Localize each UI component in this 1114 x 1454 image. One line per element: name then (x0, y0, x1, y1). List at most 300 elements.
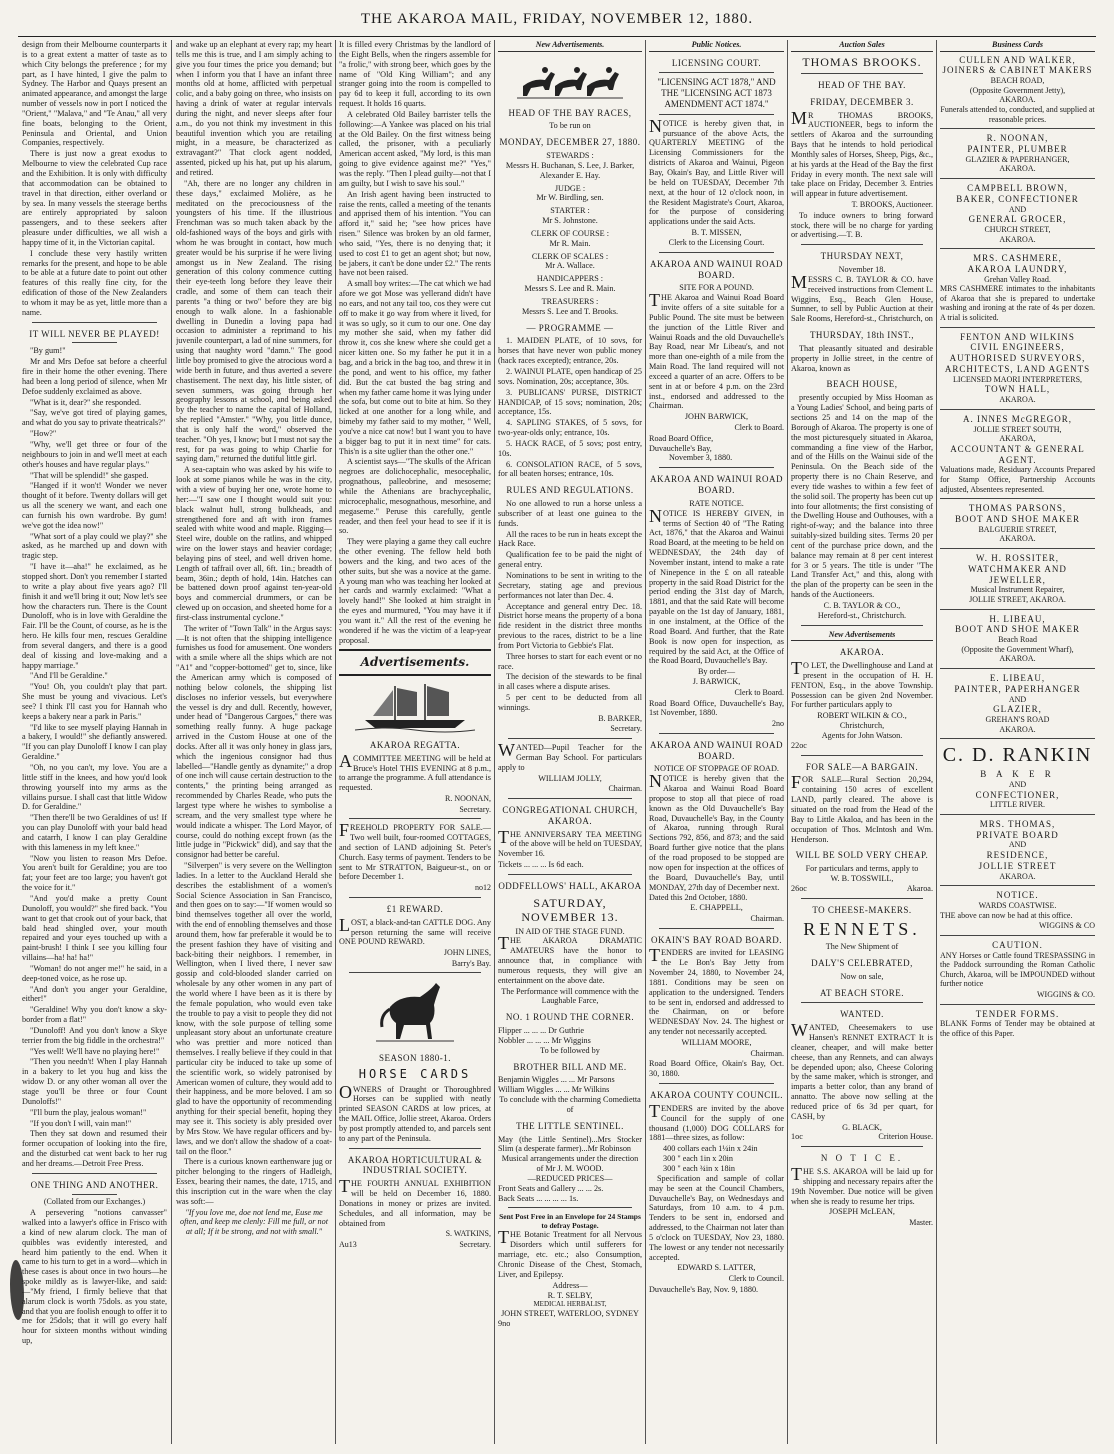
card-line: A. INNES McGREGOR, (963, 413, 1072, 424)
divider (659, 114, 774, 115)
card-line: AKAROA, (999, 434, 1036, 444)
ad-signature: Clerk to the Licensing Court. (668, 237, 765, 247)
ad-footer (339, 1240, 491, 1250)
divider (349, 972, 481, 973)
ad-subheading: CLERK OF SCALES : (531, 251, 609, 261)
ad-heading: AT BEACH STORE. (820, 987, 904, 998)
ad-heading: DALY'S CELEBRATED, (811, 957, 913, 968)
divider (508, 738, 632, 739)
ad-body: OWNERS of Draught or Thoroughbred Horses can be supplied with neatly printed SEASON CARDS at low prices, at the MAIL Office, Jollie street, Akaroa. Orders by post promptly attended to, and parcels sent to any part of the Peninsula. (339, 1081, 491, 1143)
ad-heading: THURSDAY, 18th INST., (809, 330, 915, 341)
story-paragraph: "Dunoloff! And you don't know a Skye terrier from the big fiddle in the orchestra!" (22, 1025, 167, 1045)
ad-signature: JOHN LINES, (443, 948, 491, 958)
ad-subheading: CLERK OF COURSE : (530, 228, 610, 238)
ad-heading: AKAROA HORTICULTURAL & INDUSTRIAL SOCIETY. (347, 1154, 483, 1176)
story-paragraph: "Then there'll be two Geraldines of us! If you can play Dunoloff with your bald head and catarrh, I know I can play Geraldine with this lameness in my left knee." (22, 813, 167, 852)
business-card (940, 133, 1095, 174)
rule-item: Acceptance and general entry Dec. 18. District horse means the property of a bona fide resident in the district three months previous to the races, district to be a line from Port Victoria to Gebbie's Flat. (498, 601, 642, 650)
ad-body: THE Botanic Treatment for all Nervous Disorders which until sufferers for marriage, etc. etc.; also Consumption, Chronic Disease of the Chest, Stomach, Liver, and Epilepsy. (498, 1227, 642, 1279)
ad-heading: WILL BE SOLD VERY CHEAP. (795, 850, 929, 861)
divider (659, 72, 774, 73)
business-card (940, 673, 1095, 734)
card-line: MRS. THOMAS, (979, 818, 1056, 829)
ad-text: Mr A. Wallace. (545, 261, 595, 271)
column-divider (171, 40, 172, 1444)
divider (72, 1194, 117, 1195)
card-line: AKAROA. (999, 164, 1036, 174)
ad-heading: AKAROA COUNTY COUNCIL. (650, 1090, 783, 1101)
top-rule (18, 36, 1096, 37)
rule-item: No one allowed to run a horse unless a subscriber of at least one guinea to the funds. (498, 499, 642, 528)
ad-signature: Clerk to Board. (734, 687, 784, 697)
ad-signature: W. B. TOSSWILL, (830, 874, 894, 884)
ad-text: By order— (697, 667, 736, 677)
ad-signature: J. BARWICK, (692, 677, 741, 687)
divider (940, 409, 1095, 410)
ad-text: Duvauchelle's Bay, Nov. 9, 1880. (649, 1284, 759, 1294)
card-line: E. LIBEAU, (989, 672, 1046, 683)
card-line: GLAZIER, (993, 704, 1042, 715)
cast-line: Nobbler ... ... ... Mr Wiggins (498, 1035, 591, 1045)
card-line: AND (1008, 840, 1027, 850)
ad-signature: R. NOONAN, (445, 794, 491, 804)
section-header: New Advertisements (791, 630, 933, 642)
ad-footer (791, 884, 933, 894)
card-line: AKAROA. (999, 724, 1036, 734)
ad-signature: Agents for John Watson. (821, 730, 903, 740)
divider (339, 649, 491, 651)
column-5 (649, 40, 784, 1444)
story-paragraph: Then they sat down and resumed their former occupation of looking into the fire, and the disturbed cat went back to her rug and her dreams.—Detroit Free Press. (22, 1129, 167, 1168)
ad-signature: Christchurch, (839, 721, 885, 731)
story-paragraph: "I have it—aha!" he exclaimed, as he stopped short. Don't you remember I started to write a play about five years ago? I'll finish it and we'll bring it out; Now let's see how the characters run. There is the Count Dunoloff, who is in love with Geraldine the Fair. I'll be the Count, of course, as he is the hero. He kills four men, rescues Geraldine from several dangers, and there is a good deal of kissing and love-making and a happy marriage." (22, 562, 167, 670)
card-line: AKAROA. (999, 95, 1036, 105)
card-line: R. NOONAN, (986, 133, 1049, 144)
article-paragraph: It is filled every Christmas by the landlord of the Eight Bells, when the ringers assemble for "a frolic," with strong beer, which goes by the name of "Old King William"; and any stranger going into the room is compelled to pay 6d to keep it full, according to its own request. It holds 16 quarts. (339, 40, 491, 109)
ad-subheading: November 18. (838, 265, 886, 275)
ad-tag: no12 (475, 883, 491, 893)
advertisements-heading: Advertisements. (360, 655, 470, 670)
card-line: PAINTER, PLUMBER (967, 143, 1068, 154)
ad-subheading: RATE NOTICE. (689, 498, 744, 508)
divider (72, 342, 117, 343)
article-paragraph: There is just now a great exodus to Melbourne to view the celebrated Cup race and the Exhibition. It is only with difficulty that accommodation can be obtained to travel in that direction, either overland or by sea. In many vessels the steerage berths are entirely appropriated by saloon passengers, and to these seekers after pleasure under difficulties, we all wish a happy time of it, in the Victorian capital. (22, 149, 167, 247)
ad-body: WANTED—Pupil Teacher for the German Bay School. For particulars apply to (498, 740, 642, 772)
story-title: ONE THING AND ANOTHER. (30, 1179, 159, 1190)
ad-signature: ROBERT WILKIN & CO., (817, 711, 907, 721)
divider (940, 738, 1095, 739)
story-paragraph: "Why, we'll get three or four of the neighbours to join in and we'll meet at each other's houses and have regular plays." (22, 440, 167, 469)
business-card (940, 253, 1095, 323)
ad-heading: BROTHER BILL AND ME. (513, 1061, 627, 1072)
ad-signature: JOHN STREET, WATERLOO, SYDNEY (501, 1308, 639, 1318)
card-line: JOLLIE STREET (978, 860, 1057, 871)
article-paragraph: An Irish agent having been instructed to raise the rents, called a meeting of the tenants and apprised them of his intention. "You can afford it," said he; "see how prices have risen." Silence was broken by an old farmer, who said, "Yes, there is no denying that; it used to cost £1 to get an agent shot; but now, be jabers, it can't be done under £2." The rents have not been raised. (339, 189, 491, 278)
ad-subheading: "LICENSING ACT 1878," AND THE "LICENSING ACT 1873 AMENDMENT ACT 1874." (657, 77, 776, 109)
divider (659, 467, 774, 468)
ad-body: NOTICE is hereby given that the Akaroa and Wainui Road Board propose to stop all that piece of road known as the Old Duvauchelle's Bay Road, Duvauchelle's Bay, in the County of Akaroa, running through Rural Sections 792, 856, and 873; and the said Board further give notice that the plans of the road proposed to be stopped are now open for inspection at the offices of the Board, Duvauchelle's Bay, until MONDAY, 27th day of December next. (649, 771, 784, 892)
ad-text: November 3, 1880. (669, 453, 733, 463)
story-paragraph: "I'll burn the play, jealous woman!" (30, 1107, 147, 1117)
card-line: AKAROA. (999, 234, 1036, 244)
story-paragraph: "If you don't I will, vain man!" (30, 1118, 132, 1128)
card-line: AKAROA LAUNDRY, (967, 263, 1068, 274)
ad-signature: C. B. TAYLOR & CO., (823, 601, 901, 610)
ad-signature: Secretary. (459, 1240, 491, 1250)
divider (940, 609, 1095, 610)
ad-text: Road Board Office, Duvauchelle's Bay, 1st November, 1880. (649, 698, 784, 718)
ad-subheading: IN AID OF THE STAGE FUND. (515, 926, 625, 936)
ad-heading: AKAROA AND WAINUI ROAD BOARD. (649, 258, 784, 280)
card-line: LITTLE RIVER. (989, 800, 1046, 810)
column-header: New Advertisements. (498, 40, 642, 52)
ad-signature: Secretary. (610, 724, 642, 734)
divider (940, 327, 1095, 328)
card-line: AUTHORISED SURVEYORS, (949, 353, 1086, 364)
ad-heading: THE LITTLE SENTINEL. (516, 1120, 624, 1131)
card-line: WATCHMAKER AND JEWELLER, (968, 563, 1067, 585)
divider (32, 1173, 157, 1174)
column-header: Public Notices. (649, 40, 784, 52)
ad-body: FREEHOLD PROPERTY FOR SALE.—Two well built, four-roomed COTTAGES, and section of LAND adjoining St. Peter's Church. Easy terms of payment. Tenders to be sent to Mr STRATTON, Baigueur-st., on or before December 1. (339, 820, 491, 882)
divider (801, 755, 923, 756)
story-subtitle: (Collated from our Exchanges.) (43, 1196, 146, 1206)
card-line: GENERAL GROCER, (968, 214, 1067, 225)
cast-line: May (the Little Sentinel)...Mrs Stocker Slim (a desperate farmer)...Mr Robinson (498, 1134, 642, 1154)
story-paragraph: "Geraldine! Why you don't know a sky-border from a flat!" (22, 1005, 167, 1025)
business-card (940, 332, 1095, 405)
price-line: Back Seats ... ... ... ... 1s. (498, 1193, 579, 1203)
card-line: CULLEN AND WALKER, (959, 54, 1076, 65)
card-line: CAMPBELL BROWN, (967, 182, 1068, 193)
programme-item: 6. CONSOLATION RACE, of 5 sovs, for all beaten horses; entrance, 10s. (498, 459, 642, 479)
divider (659, 733, 774, 734)
card-line: CONFECTIONER, (975, 789, 1060, 800)
story-paragraph: "What is it, dear?" she responded. (30, 397, 142, 407)
card-line: BALGUERIE STREET, (978, 524, 1057, 534)
business-card (940, 890, 1095, 931)
ad-body: MESSRS C. B. TAYLOR & CO. have received instructions from Clement L. Wiggins, Esq., Beach Glen House, Sumner, to sell by Public Auction at their Sale Rooms, Hereford-st., Christchurch, on (791, 271, 933, 324)
ad-heading: WANTED. (840, 1009, 884, 1020)
business-card (940, 414, 1095, 494)
divider (349, 1148, 481, 1149)
business-card (940, 743, 1095, 810)
ad-body: THE ANNIVERSARY TEA MEETING of the above will be held on TUESDAY, November 16. (498, 826, 642, 859)
ad-heading: FOR SALE—A BARGAIN. (805, 761, 919, 772)
rule-item: Nominations to be sent in writing to the Secretary, stating age and previous performances not later than Dec. 4. (498, 571, 642, 600)
programme-item: 2. WAINUI PLATE, open handicap of 25 sovs. Nomination, 20s; acceptance, 30s. (498, 367, 642, 386)
card-line: AKAROA. (999, 654, 1036, 664)
ad-signature: Master. (909, 1218, 933, 1228)
card-line: AND (1008, 694, 1027, 704)
ad-text: The Performance will commence with the Laughable Farce, (501, 986, 639, 1006)
ad-body: THE Akaroa and Wainui Road Board invite offers of a site suitable for a Public Pound. The site must be between the junction of the Little River and Wainui Roads and the old Duvauchelle's Bay Road, near Mr Libeau's, and not more than one-eighth of a mile from the Main Road. The land required will not exceed a quarter of an acre. Offers to be sent in at or before 4 p.m. on the 23rd inst., endorsed and addressed to the Chairman. (649, 290, 784, 411)
card-line: AKAROA. (999, 871, 1036, 881)
story-paragraph: "Hanged if it won't! Wonder we never thought of it before. Twenty dollars will get us all the scenery we want, and each one can furnish his own wardrobe. By gum! we've got the idea now!" (22, 481, 167, 530)
card-line: GREHAN'S ROAD (985, 714, 1050, 724)
ad-subheading: STARTER : (550, 206, 590, 216)
card-line: JOLLIE STREET SOUTH, (973, 424, 1062, 434)
ad-heading: SEASON 1880-1. (378, 1053, 451, 1064)
ad-signature: JOHN BARWICK, (684, 412, 749, 422)
column-header: Auction Sales (791, 40, 933, 52)
ad-body: THE AKAROA DRAMATIC AMATEURS have the honor to announce that, in compliance with numerous requests, they will give an entertainment on the above date. (498, 933, 642, 985)
ad-heading: TO CHEESE-MAKERS. (812, 904, 912, 915)
story-paragraph: "You! Oh, you couldn't play that part. She must be young and vivacious. Let's see? I think I'll cast you for Hannah who keeps a bakery near a park in Paris." (22, 682, 167, 721)
card-line: AKAROA. (999, 534, 1036, 544)
business-card (940, 819, 1095, 881)
card-line: THOMAS PARSONS, (968, 503, 1067, 514)
card-line: H. LIBEAU, (989, 613, 1046, 624)
card-line: AND (1008, 779, 1027, 789)
divider (940, 178, 1095, 179)
ad-text: Tickets ... ... ... Is 6d each. (498, 860, 584, 870)
divider (940, 885, 1095, 886)
article-paragraph: and wake up an elephant at every rap; my heart tells me this is true, and I am simply aching to give you four times the price you demand; but when I inform you that I have an infant three months old at home, afflicted with perpetual colic, and a baby going on three, who insists on having a drink of water at regular intervals during the night, and never sleeps after four a.m., do you not think my investment in this beautiful invention which you are retailing might, in a measure, be characterized as extravagant?" That clock agent nodded, assented, picked up his hat, put up his alarum, and retired. (176, 40, 332, 177)
card-line: CAUTION. (992, 939, 1043, 950)
ad-body: NOTICE is hereby given that, in pursuance of the above Acts, the QUARTERLY MEETING of the Licensing Commissioners for the districts of Akaroa and Wainui, Pigeon Bay, Okain's Bay, and Little River will be held on TUESDAY, December 7th next, at the hour of 12 o'clock noon, in the Resident Magistrate's Court, Akaroa, for the purpose of considering applications under the said Acts. (649, 115, 784, 227)
article-paragraph: They were playing a game they call euchre the other evening. The fellow held both bowers and the king, and two aces of the other suits, but she was a novice at the game. A young man who was teaching her looked at her cards and warmly exclaimed: "What a lovely hand!" She looked at him straight in the eyes and murmured, "You may have it if you want it." All the rest of the evening he wondered if he was the victim of a leap-year proposal. (339, 537, 491, 645)
rule-item: Three horses to start for each event or no race. (498, 651, 642, 671)
ad-subheading: STEWARDS : (546, 151, 594, 161)
ad-text: Address— (552, 1280, 588, 1290)
card-line: MRS CASHMERE intimates to the inhabitants of Akaroa that she is prepared to undertake washing and ironing at the rate of 4s per dozen. A trial is solicited. (940, 284, 1095, 323)
ad-body: FOR SALE—Rural Section 20,294, containing 150 acres of excellent LAND, partly cleared. The above is situated on the road from the Head of the Bay to Little Akaloa, and has been in the occupation of Thos. McIntosh and Wm. Henderson. (791, 772, 933, 844)
divider (801, 73, 923, 74)
ad-heading: NO. 1 ROUND THE CORNER. (505, 1012, 635, 1023)
card-line: BAKER, CONFECTIONER (956, 193, 1079, 204)
ad-body: Specification and sample of collar may be seen at the Council Chambers, Duvauchelle's Bay, on Wednesdays and Saturdays, from 10 a.m. to 4 p.m. Tenders to be sent in, endorsed and addressed, to the Chairman not later than 5 o'clock on TUESDAY, Nov 23, 1880. The lowest or any tender not necessarily accepted. (649, 1173, 784, 1262)
ad-tag: 9no (498, 1318, 511, 1328)
business-card (940, 614, 1095, 664)
rule-item: The decision of the stewards to be final in all cases where a dispute arises. (498, 672, 642, 692)
ad-heading-large: THOMAS BROOKS. (802, 54, 922, 69)
verse: "If you love me, doe not lend me, Euse me often, and keep me clenly: Fill me full, or not at all; If it be strong, and not with small." (179, 1207, 328, 1237)
divider (940, 814, 1095, 815)
story-paragraph: "And I'll be Geraldine." (30, 671, 108, 681)
divider (508, 1207, 632, 1208)
business-card (940, 183, 1095, 244)
ad-signature: E. CHAPPELL, (690, 903, 743, 913)
card-line: PRIVATE BOARD (976, 829, 1059, 840)
ad-signature: WILLIAM JOLLY, (538, 773, 602, 783)
article-paragraph: A celebrated Old Bailey barrister tells the following:—A Yankee was placed on his trial at the Old Bailey. On the first witness being called, the prisoner, with a peculiarly American accent asked, "My lord, is this man going to give evidence against me?" "Yes," was the reply. "Then I plead guilty—not that I am guilty, but I wish to save his soul." (339, 109, 491, 188)
card-line: PAINTER, PAPERHANGER (954, 683, 1081, 694)
card-line: FENTON AND WILKINS (960, 331, 1075, 342)
ad-text: To be followed by (540, 1045, 600, 1055)
ad-subheading: HANDICAPPERS : (536, 274, 604, 284)
ad-signature: Chairman. (750, 1048, 784, 1058)
ad-signature: R. T. SELBY, (547, 1290, 593, 1300)
card-line: ANY Horses or Cattle found TRESPASSING in the Paddock surrounding the Roman Catholic Church, Akaroa, will be IMPOUNDED without further notice (940, 950, 1095, 989)
ad-heading: N O T I C E. (820, 1153, 904, 1164)
story-paragraph: "I'd like to see myself playing Hannah in a bakery, I would!" she defiantly answered. "If you can play Dunoloff I know I can play Geraldine." (22, 722, 167, 762)
ad-text: Mr W. Birdling, sen. (536, 193, 604, 203)
card-line: Beach Road (998, 635, 1037, 645)
business-card (940, 940, 1095, 1000)
divider (801, 625, 923, 626)
ad-signature: WILLIAM MOORE, (681, 1038, 752, 1048)
ad-subheading: SITE FOR A POUND. (679, 283, 754, 293)
ad-text: For particulars and terms, apply to (805, 864, 919, 874)
card-line: MRS. CASHMERE, (973, 253, 1062, 264)
ad-signature: EDWARD S. LATTER, (677, 1263, 756, 1273)
divider (349, 818, 481, 819)
column-header: Business Cards (940, 40, 1095, 52)
ad-signature: Criterion House. (878, 1132, 933, 1142)
card-line: AND (1008, 204, 1027, 214)
size-line: 300 " each 1in x 20in (663, 1154, 733, 1164)
card-line: Grehan Valley Road. (984, 274, 1051, 284)
ad-text: Musical arrangements under the direction of Mr J. M. WOOD. (501, 1154, 639, 1174)
story-paragraph: A persevering "notions canvasser" walked into a lawyer's office in Frisco with a kind of new alarum clock. The man of quibbles was evidently interested, and heard him patiently to the end. When it came to his turn to get in a word—which in these cases is about once in two hours—he spoke mildly as is lawyer-like, and said:—"My friend, I firmly believe that that alarum clock is worth 75dols. as you state, and that you are foolish enough to offer it to me for 25dols; that it will go every half hour for sixteen months without winding up, (22, 1208, 167, 1346)
ad-signature: Chairman. (608, 784, 642, 794)
ad-signature: B. BARKER, (598, 713, 642, 723)
rule-item: 5 per cent to be deducted from all winnings. (498, 693, 642, 712)
ad-text: Now on sale, (840, 971, 884, 981)
ad-text: Road Board Office, (649, 433, 714, 443)
ad-subheading: JUDGE : (554, 183, 586, 193)
ad-text: Messrs S. Lee and R. Main. (524, 284, 616, 294)
article-paragraph: "Ah, there are no longer any children in these days," exclaimed Molière, as he meditated on the precociousness of the youngsters of his time. If the illustrious Frenchman was so much taken aback by the old-fashioned ways of the boys and girls with whom he was brought in contact, how much greater would be his surprise if he were living amongst us in New Zealand. The rising generation of this colony commence cutting their eye-teeth long before they leave their cradle, and some of them can teach their parents "a thing or two" before they are big enough to walk alone. In a fashionable dwelling in Dunedin a loving papa had occasion to administer a reprimand to his juvenile counterpart, a lad of nine summers, for using that naughty word "damn." The good little boy promised to give the atrocious word a wide berth in future, and thus averted a severe chastisement. The next day, his little sister, of seven summers, was going through her geography lessons at school, and being asked by the teacher to name the capital of Holland, she replied "Amster." "Why, you little dunce, that is only half the word," observed the teacher. "Oh yes, I know; but I must not say the rest, for pa was going to whip Charlie for saying dam," returned the dutiful little girl. (176, 178, 332, 464)
ad-heading: RULES AND REGULATIONS. (506, 485, 634, 496)
ad-subheading: —REDUCED PRICES— (527, 1173, 613, 1183)
divider (940, 128, 1095, 129)
card-line: C. D. RANKIN (942, 744, 1093, 767)
card-line: Funerals attended to, conducted, and supplied at reasonable prices. (940, 104, 1095, 124)
card-line: AKAROA. (999, 395, 1036, 405)
business-card (940, 1009, 1095, 1039)
column-divider (494, 40, 495, 1444)
divider (940, 498, 1095, 499)
divider (801, 1146, 923, 1147)
ad-text: To be run on (549, 121, 591, 131)
card-line: GLAZIER & PAPERHANGER, (965, 154, 1070, 164)
card-line: BOOT AND SHOE MAKER (954, 514, 1081, 524)
ad-signature: Akaroa. (906, 883, 933, 893)
article-paragraph: "Silverpen" is very severe on the Wellington ladies. In a letter to the Auckland Herald she describes the establishment of a women's Social Science Association in San Francisco, and then goes on to say:—"If women would so bind themselves together all over the world, with the end of ennobling themselves and those around them, how far preferable it would be to the present fashion they have of visiting and back-biting their neighbors. I remember, in Wellington, when I lived there, I never saw gossip and cold-blooded slander carried on wholesale by any other women in any part of the world where I have been as it is there by the female population, who would even take the trouble to pay a visit to people they did not know, with the sole purpose of telling some unpleasant story about an unfortunate creature who was prettier and more noticed than themselves. I really believe if they could in that particular city be induced to take up some of the scientific work, so widely patronised by American women of culture, they would add to their happiness, and be more beloved. I am so glad to have the opportunity of recommending anything for their special benefit, hoping they may see it. This society is ably presided over by Mrs Stow. We have regular officers and by-laws, and we don't allow the shadow of a coat-tail on the floor." (176, 861, 332, 1156)
ad-text: Messrs S. Lee and T. Brooks. (521, 306, 619, 316)
divider (508, 798, 632, 799)
column-divider (787, 40, 788, 1444)
card-line: TOWN HALL, (984, 384, 1051, 395)
divider (659, 252, 774, 253)
ad-text: Duvauchelle's Bay, (649, 443, 712, 453)
business-card (940, 55, 1095, 125)
ad-body: WANTED, Cheesemakers to use Hansen's RENNET EXTRACT It is cleaner, cheaper, and will make better cheese, than any Rennets, and can always be depended upon; also, Cheese Coloring by the same maker, which is stronger, and imparts a better color, than any brand of annatto. The above now selling at the reduced price of 6s 3d per quart, for CASH, by (791, 1020, 933, 1121)
ad-heading: LICENSING COURT. (671, 57, 762, 68)
ad-signature: Secretary. (459, 804, 491, 814)
rule-item: All the races to be run in heats except the Hack Race. (498, 529, 642, 549)
divider (659, 1083, 774, 1084)
story-paragraph: "By gum!" (30, 346, 66, 356)
ad-heading: AKAROA. (839, 647, 885, 658)
ad-signature: G. BLACK, (842, 1122, 882, 1132)
card-line: ARCHITECTS, LAND AGENTS (944, 364, 1091, 375)
story-paragraph: "Now you listen to reason Mrs Defoe. You aren't built for Geraldine; you are too fat; your feet are too large; you haven't got the voice for it." (22, 853, 167, 893)
price-line: Front Seats and Gallery ... ... 2s. (498, 1183, 604, 1193)
article-paragraph: A sea-captain who was asked by his wife to look at some pianos while he was in the city, with a view of buying her one, wrote home to her:—"I saw one I thought would suit you: black walnut hull, strong bulkheads, and strengthened fore and aft with iron frames sealed with white wood and maple. Rigging—Steel wire, double on the ratlins, and whipped wire on the lower stays and heavier cordage; belaying pins of steel, and well driven home. Length of taffrail over all, 6ft. 1in.; breadth of beam, 36in.; depth of hold, 14in. Hatches can be battened down proof against ten-year-old boys and commercial drummers, or can be clewed up on occasion, and sheeted home for a first-class instrumental cyclone." (176, 465, 332, 622)
divider (940, 1004, 1095, 1005)
sailing-ship-illustration (355, 680, 475, 734)
programme-item: 1. MAIDEN PLATE, of 10 sovs, for horses that have never won public money (hack races excepted); entrance, 20s. (498, 336, 642, 366)
story-paragraph: "Then you needn't! When I play Hannah in a bakery to let you hug and kiss the widow D. or any other woman all over the stage you'll be three or four Count Dunoloffs!" (22, 1057, 167, 1106)
story-paragraph: "And you'd make a pretty Count Dunoloff, you would?" she fired back. "You want to get that crook out of your back, that bald head shingled over, your mouth repaired and your eyes touched up with a paint-brush! I think I see you killing four villains—ha! ha! ha!" (22, 893, 167, 963)
ad-heading: £1 REWARD. (386, 903, 444, 914)
ad-subheading: NOTICE OF STOPPAGE OF ROAD. (654, 764, 779, 774)
ad-heading: THURSDAY NEXT, (820, 251, 904, 262)
size-line: 300 " each ¾in x 18in (663, 1164, 736, 1173)
story-paragraph: "How?" (30, 429, 57, 439)
size-line: 400 collars each 1¼in x 24in (663, 1144, 758, 1154)
column-2 (176, 40, 332, 1444)
card-line: CHURCH STREET, (984, 224, 1051, 234)
divider (940, 548, 1095, 549)
ad-heading: — PROGRAMME — (526, 322, 614, 333)
ad-body: TENDERS are invited for LEASING the Le Bon's Bay Jetty from November 24, 1880, to November 24, 1881. Conditions may be seen on application to the undersigned. Tenders to be sent in, endorsed and addressed to the Chairman, on or before WEDNESDAY Nov. 24. The highest or any tender not necessarily accepted. (649, 945, 784, 1037)
card-line: BOOT AND SHOE MAKER (954, 624, 1081, 635)
column-3 (339, 40, 491, 1444)
card-line: NOTICE. (996, 890, 1039, 901)
ad-text: Dated this 2nd October, 1880. (649, 893, 748, 903)
card-line: RESIDENCE, (986, 850, 1049, 861)
card-line: WARDS COASTWISE. (978, 901, 1057, 911)
ad-body: TO LET, the Dwellinghouse and Land at present in the occupation of H. H. FENTON, Esq., in the above Township. Possession can be given 2nd November. For further particulars apply to (791, 658, 933, 710)
story-paragraph: "Yes well! We'll have no playing here!" (30, 1046, 160, 1056)
card-line: CIVIL ENGINEERS, (970, 342, 1065, 353)
card-line: WIGGINS & CO. (1037, 990, 1095, 1000)
ad-heading: BEACH HOUSE, (826, 379, 898, 390)
programme-item: 3. PUBLICANS' PURSE, DISTRICT HANDICAP, of 15 sovs; nomination, 20s; acceptance, 15s. (498, 387, 642, 417)
card-line: (Opposite Government Jetty), (969, 85, 1066, 95)
ad-heading: HEAD OF THE BAY RACES, (508, 107, 632, 118)
horse-cards-title: HORSE CARDS (358, 1067, 472, 1082)
article-paragraph: design from their Melbourne counterparts it is to a great extent a matter of taste as to which City belongs the preference ; for my part, as I have hinted, I give the palm to Sydney. The Harbor and Quays present an animated appearance, and amongst the large number of vessels now in port I noticed the "Orient," "Malava," and "Te Anau," all very fine boats, belonging to the Orient, Peninsula and Oriental, and Union Companies, respectively. (22, 40, 167, 148)
ad-heading: MONDAY, DECEMBER 27, 1880. (499, 137, 641, 148)
story-paragraph: Mr and Mrs Defoe sat before a cheerful fire in their home the other evening. There had been a long period of silence, when Mr Defoe suddenly exclaimed as above. (22, 357, 167, 396)
card-line: BLANK Forms of Tender may be obtained at the office of this Paper. (940, 1019, 1095, 1038)
masthead: THE AKAROA MAIL, FRIDAY, NOVEMBER 12, 1880. (360, 11, 754, 27)
story-paragraph: "What sort of a play could we play?" she asked, as he marched up and down with tragic step. (22, 531, 167, 561)
ad-tag: 2no (772, 719, 784, 729)
programme-item: 4. SAPLING STAKES, of 5 sovs, for two-year-olds only; entrance, 10s. (498, 418, 642, 438)
divider (940, 248, 1095, 249)
cast-line: Benjamin Wiggles ... ... Mr Parsons (498, 1075, 615, 1085)
business-card (940, 553, 1095, 605)
card-line: JOINERS & CABINET MAKERS (942, 65, 1093, 76)
business-card (940, 503, 1095, 544)
column-6 (791, 40, 933, 1444)
story-paragraph: "That will be splendid!" she gasped. (30, 470, 149, 480)
ad-heading: AKAROA REGATTA. (369, 739, 461, 750)
card-line: Musical Instrument Repairer, (970, 585, 1065, 595)
ad-subheading: Sent Post Free in an Envelope for 24 Stamps to defray Postage. (499, 1212, 641, 1231)
ad-body: presently occupied by Miss Hooman as a Young Ladies' School, and being parts of sections 25 and 14 on the map of the Borough of Akaroa. The property is one of the most picturesquely situated in Akaroa, commanding a fine view of the Harbor, and of the Hills on the Wainui side of the Peninsula. On the Beach side of the property there is no Chain Reserve, and every tide washes to within a few feet of the solid soil. The property has been cut up into four allotments; the first consisting of the Dwelling House and Outhouses, with a right-of-way; and the balance into three suitably-sized building sites. Terms 20 per cent of the purchase price down, and the balance may remain at 8 per cent interest for 3 or 5 years. The title is under "The Land Transfer Act," and this, along with the plan of the property can be seen in the hands of the Auctioneers. (791, 393, 933, 600)
ad-signature: Barry's Bay. (451, 958, 491, 968)
ad-signature: S. WATKINS, (445, 1229, 491, 1239)
ad-signature: Clerk to Council. (728, 1274, 784, 1284)
ad-signature: MEDICAL HERBALIST, (533, 1300, 607, 1309)
story-paragraph: "Say, we've got tired of playing games, and what do you say to private theatricals?" (22, 408, 167, 428)
divider (940, 668, 1095, 669)
ad-heading: OKAIN'S BAY ROAD BOARD. (651, 934, 782, 945)
divider (801, 898, 923, 899)
ad-body: MR THOMAS BROOKS, AUCTIONEER, begs to inform the settlers of Akaroa and the surrounding Bays that he intends to hold periodical Monthly sales of Horses, Sheep, Pigs, &c., at his yards at the Head of the Bay the first Friday in every month. The next sale will take place on Friday, December 3. Entries will appear in future advertisement. (791, 107, 933, 199)
column-4 (498, 40, 642, 1444)
column-1 (22, 40, 167, 1444)
card-line: Valuations made, Residuary Accounts Prepared for Stamp Office, Partnership Accounts adjusted, Absentees represented. (940, 465, 1095, 494)
ad-text: Mr S. Johnstone. (542, 216, 598, 226)
